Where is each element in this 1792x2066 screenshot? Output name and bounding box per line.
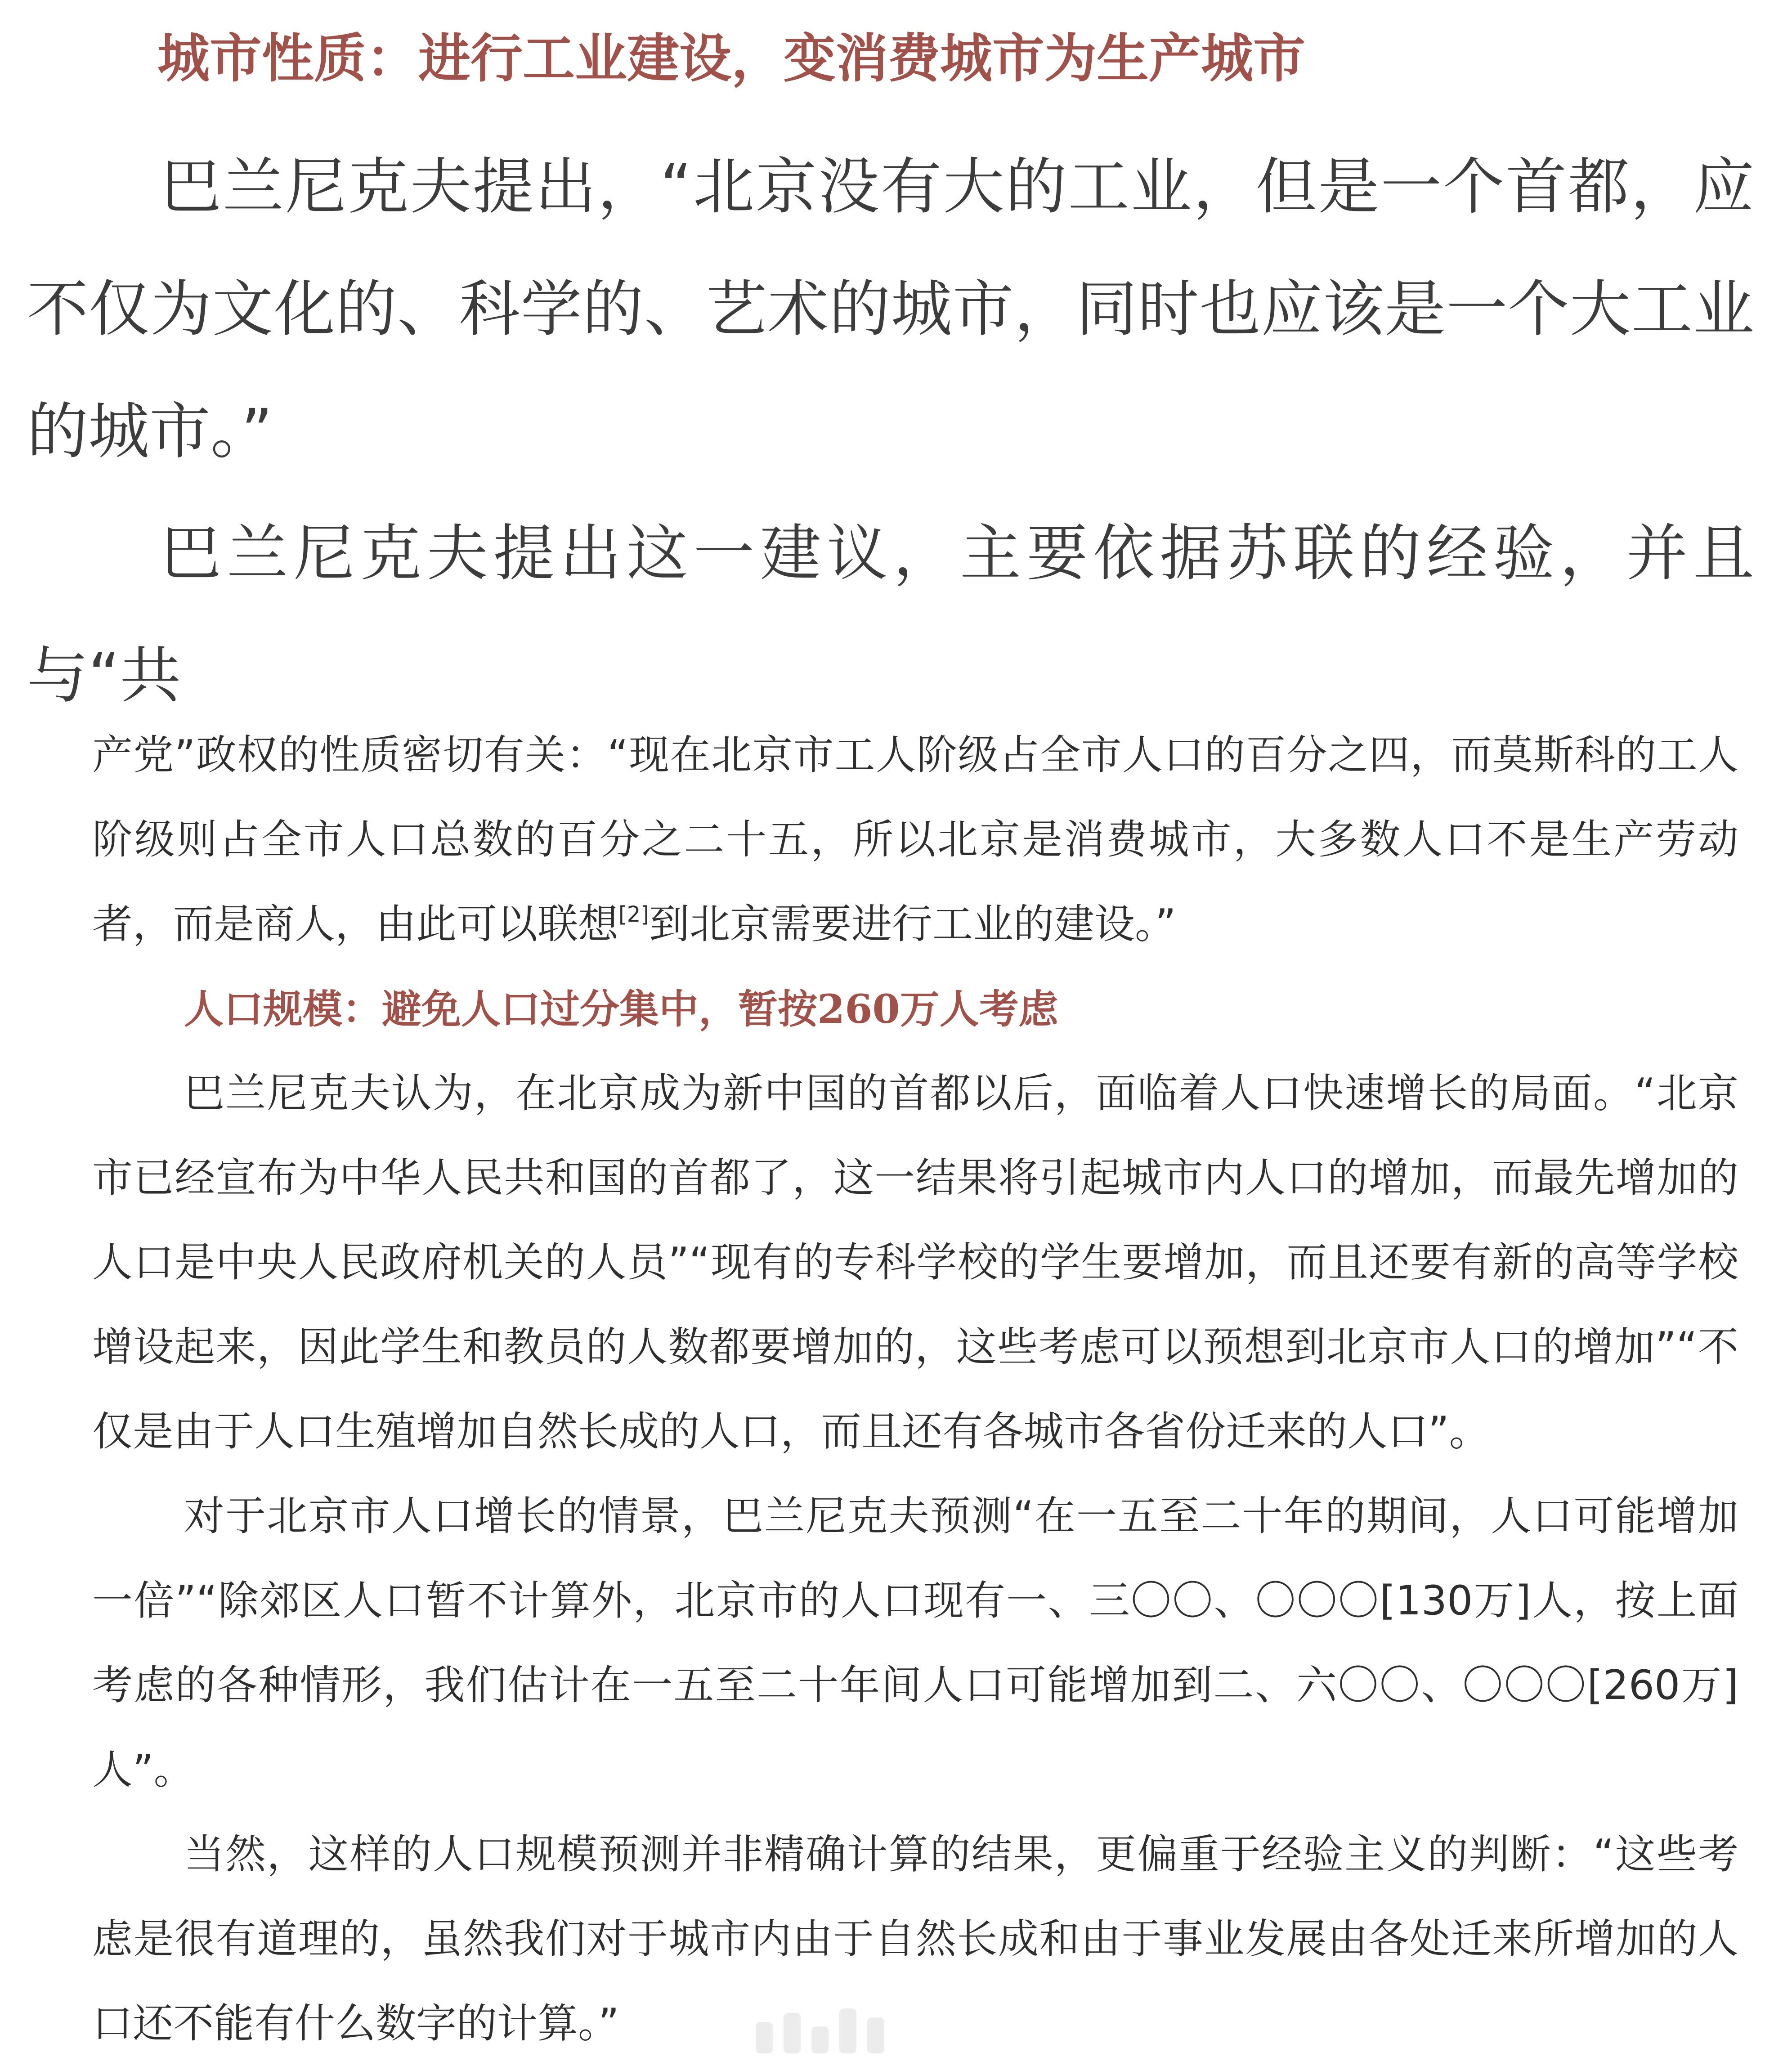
watermark-bar — [811, 2026, 829, 2053]
body-paragraph-2: 巴兰尼克夫认为，在北京成为新中国的首都以后，面临着人口快速增长的局面。“北京市已经宣布为中华人民共和国的首都了，这一结果将引起城市内人口的增加，而最先增加的人口是中央人民政府机关的人员”“现有的专科学校的学生要增加，而且还要有新的高等学校增设起来，因此学生和教员的人数都要增加的，这些考虑可以预想到北京市人口的增加”“不仅是由于人口生殖增加自然长成的人口，而且还有各城市各省份迁来的人口”。 — [92, 1070, 1738, 1455]
body-paragraph-3: 对于北京市人口增长的情景，巴兰尼克夫预测“在一五至二十年的期间，人口可能增加一倍”“除郊区人口暂不计算外，北京市的人口现有一、三〇〇、〇〇〇[130万]人，按上面考虑的各种情形，我们估计在一五至二十年间人口可能增加到二、六〇〇、〇〇〇[260万]人”。 — [92, 1492, 1738, 1793]
paragraph-1-text: 产党”政权的性质密切有关：“现在北京市工人阶级占全市人口的百分之四，而莫斯科的工人阶级则占全市人口总数的百分之二十五，所以北京是消费城市，大多数人口不是生产劳动者，而是商人，由此可以联想 — [92, 731, 1738, 948]
section-heading-population: 人口规模：避免人口过分集中，暂按260万人考虑 — [184, 986, 1058, 1032]
watermark-bar — [784, 2013, 801, 2053]
body-paragraph-4: 当然，这样的人口规模预测并非精确计算的结果，更偏重于经验主义的判断：“这些考虑是很有道理的，虽然我们对于城市内由于自然长成和由于事业发展由各处迁来所增加的人口还不能有什么数字的计算。” — [92, 1831, 1738, 2047]
body-paragraph-1 — [92, 713, 1738, 967]
footnote-reference: [2] — [618, 902, 649, 927]
watermark-bar — [867, 2017, 884, 2053]
watermark — [756, 2008, 884, 2053]
section-heading-city-nature: 城市性质：进行工业建设，变消费城市为生产城市 — [157, 28, 1305, 89]
watermark-bar — [839, 2008, 856, 2053]
page-body — [92, 713, 1738, 2066]
zoom-paragraph-2: 巴兰尼克夫提出这一建议，主要依据苏联的经验，并且与“共 — [27, 518, 1754, 712]
watermark-bar — [756, 2022, 773, 2053]
zoom-paragraph-1: 巴兰尼克夫提出，“北京没有大的工业，但是一个首都，应不仅为文化的、科学的、艺术的城市，同时也应该是一个大工业的城市。” — [27, 152, 1754, 467]
paragraph-1-text-end: 到北京需要进行工业的建设。” — [649, 901, 1176, 948]
